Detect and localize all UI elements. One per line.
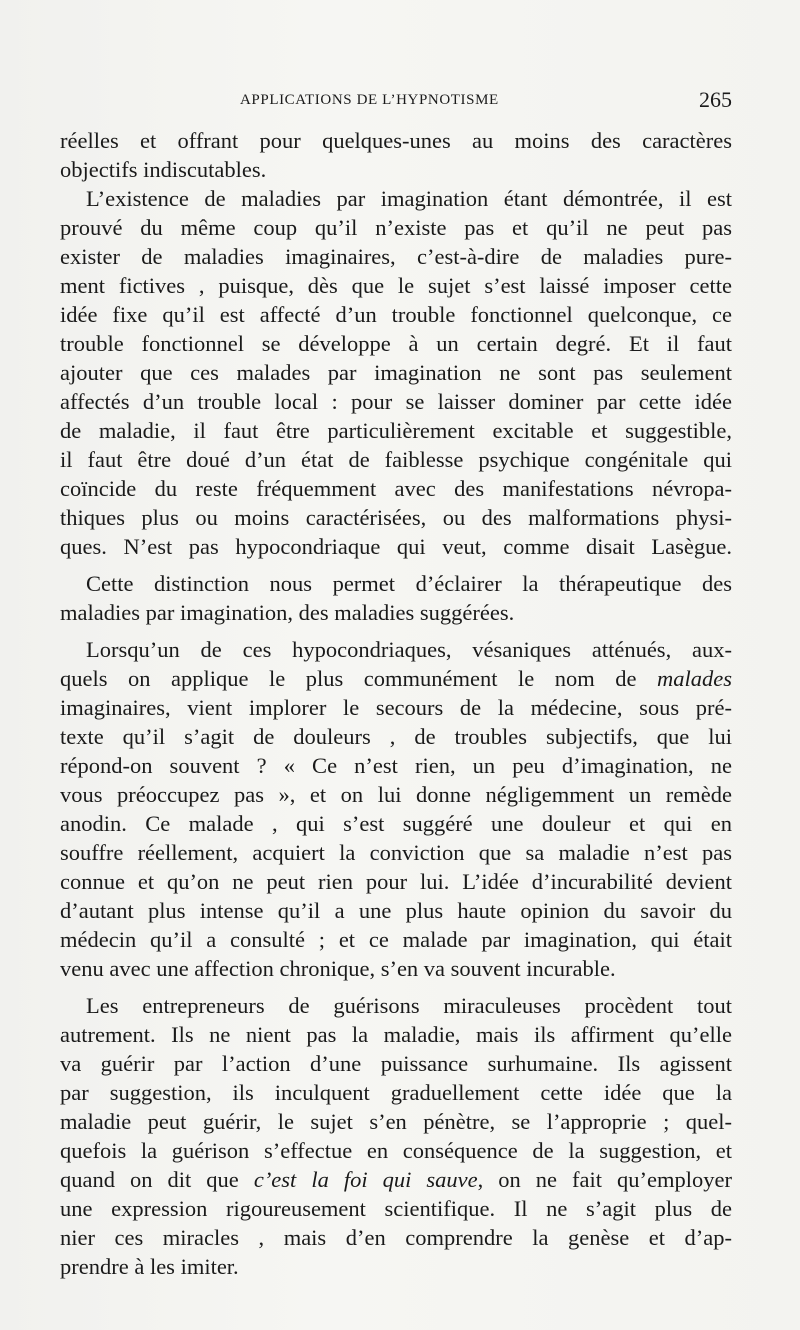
text-line: ment fictives , puisque, dès que le sujet s’est laissé imposer cette bbox=[60, 273, 732, 298]
text-line: d’autant plus intense qu’il a une plus haute opinion du savoir du bbox=[60, 898, 732, 923]
text-line: coïncide du reste fréquemment avec des manifestations névropa- bbox=[60, 476, 732, 501]
text-line: répond-on souvent ? « Ce n’est rien, un peu d’imagination, ne bbox=[60, 753, 732, 778]
text-line: exister de maladies imaginaires, c’est-à-dire de maladies pure- bbox=[60, 244, 732, 269]
text-segment: imaginaires, vient implorer le secours de la médecine, sous pré- bbox=[60, 695, 732, 720]
italic-phrase: c’est la foi qui sauve bbox=[253, 1167, 478, 1192]
text-line: une expression rigoureusement scientifique. Il ne s’agit plus de bbox=[60, 1196, 732, 1221]
page-header bbox=[60, 89, 732, 119]
text-line: thiques plus ou moins caractérisées, ou des malformations physi- bbox=[60, 505, 732, 530]
text-line: Lorsqu’un de ces hypocondriaques, vésaniques atténués, aux- bbox=[86, 637, 732, 662]
text-line: maladies par imagination, des maladies suggérées. bbox=[60, 600, 515, 625]
text-line: connue et qu’on ne peut rien pour lui. L’idée d’incurabilité devient bbox=[60, 869, 732, 894]
text-line: texte qu’il s’agit de douleurs , de troubles subjectifs, que lui bbox=[60, 724, 732, 749]
text-line: ques. N’est pas hypocondriaque qui veut, comme disait Lasègue. bbox=[60, 534, 732, 559]
running-title: APPLICATIONS DE L’HYPNOTISME bbox=[240, 92, 499, 108]
text-line: souffre réellement, acquiert la conviction que sa maladie n’est pas bbox=[60, 840, 732, 865]
text-line: L’existence de maladies par imagination étant démontrée, il est bbox=[86, 186, 732, 211]
paragraph bbox=[60, 569, 732, 627]
paragraph bbox=[60, 126, 732, 184]
text-line: vous préoccupez pas », et on lui donne négligemment un remède bbox=[60, 782, 732, 807]
paragraph bbox=[60, 991, 732, 1281]
text-line: anodin. Ce malade , qui s’est suggéré une douleur et qui en bbox=[60, 811, 732, 836]
page-body bbox=[60, 126, 732, 1281]
text-line: nier ces miracles , mais d’en comprendre la genèse et d’ap- bbox=[60, 1225, 732, 1250]
text-line: de maladie, il faut être particulièrement excitable et suggestible, bbox=[60, 418, 732, 443]
text-line: médecin qu’il a consulté ; et ce malade par imagination, qui était bbox=[60, 927, 732, 952]
paragraph bbox=[60, 635, 732, 983]
text-line-with-italic bbox=[60, 1165, 732, 1194]
text-line: venu avec une affection chronique, s’en va souvent incurable. bbox=[60, 956, 616, 981]
page-number: 265 bbox=[699, 87, 732, 112]
text-line: il faut être doué d’un état de faiblesse psychique congénitale qui bbox=[60, 447, 732, 472]
italic-term: malades bbox=[657, 666, 733, 691]
paragraph bbox=[60, 184, 732, 561]
text-segment: quels on applique le plus communément le nom de bbox=[60, 666, 637, 691]
text-line-with-italic bbox=[60, 664, 732, 693]
text-line: par suggestion, ils inculquent graduellement cette idée que la bbox=[60, 1080, 732, 1105]
text-line: autrement. Ils ne nient pas la maladie, mais ils affirment qu’elle bbox=[60, 1022, 732, 1047]
text-line: idée fixe qu’il est affecté d’un trouble fonctionnel quelconque, ce bbox=[60, 302, 732, 327]
text-line: objectifs indiscutables. bbox=[60, 157, 267, 182]
text-line: Cette distinction nous permet d’éclairer la thérapeutique des bbox=[86, 571, 732, 596]
text-line: prendre à les imiter. bbox=[60, 1254, 239, 1279]
text-line: va guérir par l’action d’une puissance surhumaine. Ils agissent bbox=[60, 1051, 732, 1076]
text-line: ajouter que ces malades par imagination ne sont pas seulement bbox=[60, 360, 732, 385]
text-line: réelles et offrant pour quelques-unes au moins des caractères bbox=[60, 128, 732, 153]
text-line: maladie peut guérir, le sujet s’en pénètre, se l’approprie ; quel- bbox=[60, 1109, 732, 1134]
text-line-with-italic bbox=[60, 693, 732, 722]
text-segment: quand on dit que bbox=[60, 1167, 239, 1192]
text-line: prouvé du même coup qu’il n’existe pas et qu’il ne peut pas bbox=[60, 215, 732, 240]
text-line: quefois la guérison s’effectue en conséquence de la suggestion, et bbox=[60, 1138, 732, 1163]
text-line: trouble fonctionnel se développe à un certain degré. Et il faut bbox=[60, 331, 732, 356]
text-segment: , on ne fait qu’employer bbox=[477, 1167, 733, 1192]
text-line: Les entrepreneurs de guérisons miraculeuses procèdent tout bbox=[86, 993, 732, 1018]
text-line: affectés d’un trouble local : pour se laisser dominer par cette idée bbox=[60, 389, 732, 414]
